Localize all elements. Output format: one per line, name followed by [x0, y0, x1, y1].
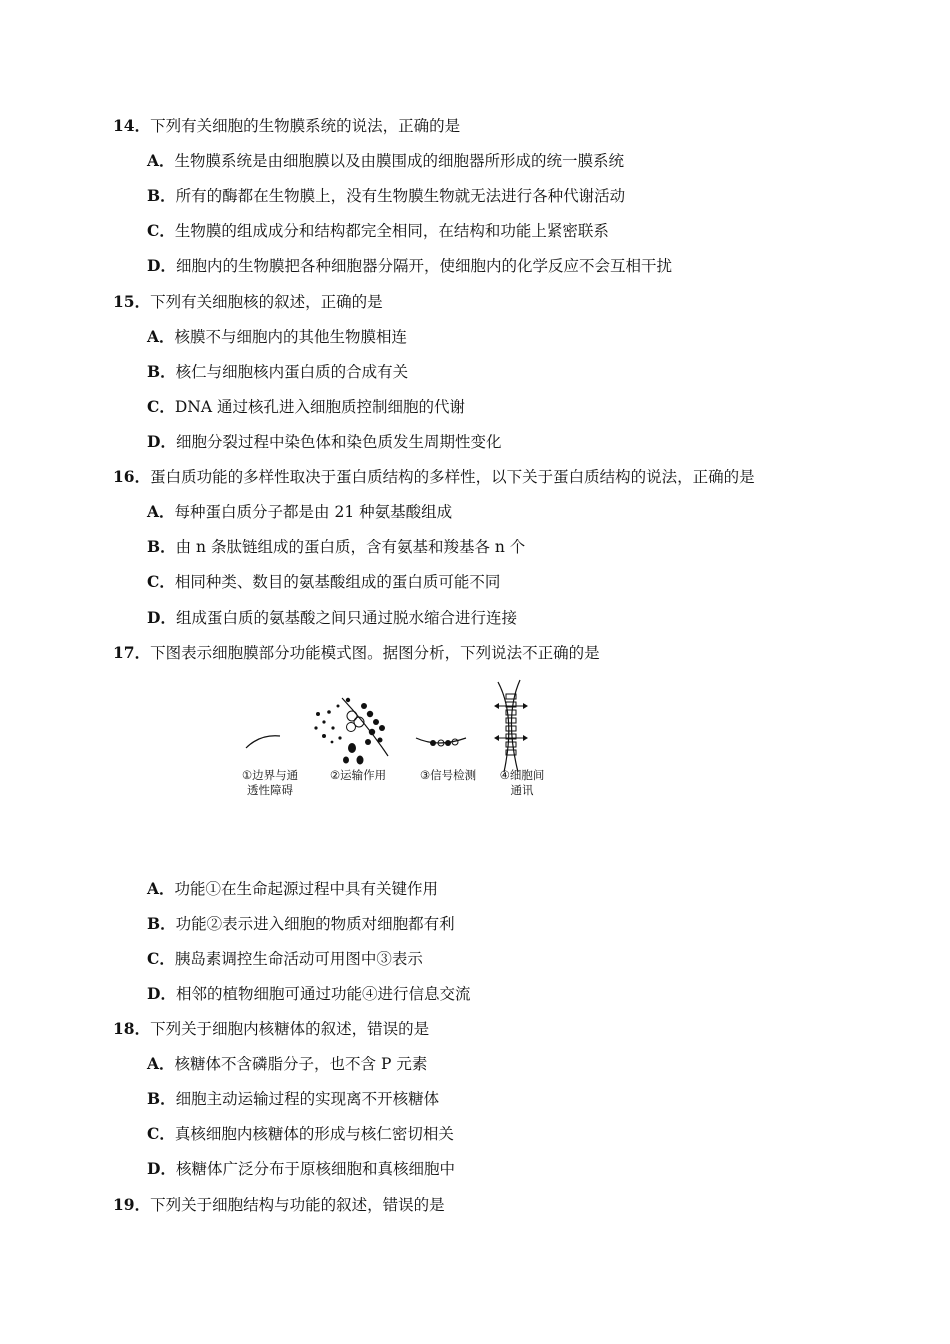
question-number: 17． [113, 643, 151, 662]
q15-option-d [147, 432, 501, 452]
option-letter: B． [147, 186, 176, 205]
q18-option-b [147, 1089, 439, 1109]
q14-option-a [147, 151, 624, 171]
option-letter: B． [147, 914, 176, 933]
question-number: 19． [113, 1195, 151, 1214]
option-letter: A． [147, 327, 175, 346]
option-text: 核膜不与细胞内的其他生物膜相连 [174, 328, 408, 346]
option-text: 细胞主动运输过程的实现离不开核糖体 [175, 1090, 440, 1108]
option-letter: A． [147, 879, 175, 898]
question-stem: 下图表示细胞膜部分功能模式图。据图分析，下列说法不正确的是 [150, 644, 600, 662]
q17-option-c [147, 949, 423, 969]
option-text: 真核细胞内核糖体的形成与核仁密切相关 [174, 1125, 454, 1143]
q16-option-a [147, 502, 452, 522]
caption-line: ①边界与通 [241, 768, 299, 782]
figure-caption-4 [490, 768, 554, 798]
q16-option-b [147, 537, 525, 557]
option-letter: D． [147, 432, 176, 451]
option-letter: C． [147, 221, 175, 240]
option-letter: C． [147, 949, 175, 968]
option-letter: D． [147, 608, 176, 627]
question-number: 15． [113, 292, 151, 311]
q17-option-a [147, 879, 438, 899]
option-letter: D． [147, 256, 176, 275]
q16-option-d [147, 608, 517, 628]
q14-option-b [147, 186, 625, 206]
option-text: 细胞内的生物膜把各种细胞器分隔开，使细胞内的化学反应不会互相干扰 [175, 257, 672, 275]
q14-option-c [147, 221, 609, 241]
option-letter: C． [147, 572, 175, 591]
option-text: 功能②表示进入细胞的物质对细胞都有利 [175, 915, 455, 933]
q15-option-b [147, 362, 408, 382]
question-number: 18． [113, 1019, 151, 1038]
option-text: DNA 通过核孔进入细胞质控制细胞的代谢 [174, 398, 465, 416]
option-letter: A． [147, 151, 175, 170]
option-text: 核仁与细胞核内蛋白质的合成有关 [175, 363, 409, 381]
boundary-membrane-icon [246, 736, 280, 748]
option-text: 细胞分裂过程中染色体和染色质发生周期性变化 [175, 433, 502, 451]
q17-option-d [147, 984, 470, 1004]
caption-line: 通讯 [510, 783, 534, 797]
question-15 [113, 292, 383, 312]
option-letter: D． [147, 984, 176, 1003]
option-text: 相邻的植物细胞可通过功能④进行信息交流 [175, 985, 471, 1003]
question-number: 16． [113, 467, 151, 486]
option-text: 生物膜的组成成分和结构都完全相同，在结构和功能上紧密联系 [174, 222, 609, 240]
question-stem: 下列有关细胞的生物膜系统的说法，正确的是 [150, 117, 461, 135]
option-text: 核糖体不含磷脂分子，也不含 P 元素 [174, 1055, 428, 1073]
q18-option-d [147, 1159, 455, 1179]
q18-option-a [147, 1054, 427, 1074]
question-14 [113, 116, 460, 136]
q14-option-d [147, 256, 672, 276]
cell-communication-icon [494, 680, 528, 772]
option-text: 核糖体广泛分布于原核细胞和真核细胞中 [175, 1160, 455, 1178]
q17-option-b [147, 914, 455, 934]
question-stem: 下列关于细胞结构与功能的叙述，错误的是 [150, 1196, 445, 1214]
option-text: 胰岛素调控生命活动可用图中③表示 [174, 950, 423, 968]
caption-line: 透性障碍 [247, 783, 293, 797]
option-letter: B． [147, 1089, 176, 1108]
q16-option-c [147, 572, 500, 592]
option-letter: D． [147, 1159, 176, 1178]
question-stem: 下列有关细胞核的叙述，正确的是 [150, 293, 383, 311]
membrane-function-figure [228, 676, 568, 806]
q15-option-a [147, 327, 407, 347]
caption-line: ③信号检测 [419, 768, 477, 782]
option-text: 生物膜系统是由细胞膜以及由膜围成的细胞器所形成的统一膜系统 [174, 152, 625, 170]
caption-line: ④细胞间 [499, 768, 545, 782]
option-text: 相同种类、数目的氨基酸组成的蛋白质可能不同 [174, 573, 501, 591]
option-letter: B． [147, 537, 176, 556]
question-18 [113, 1019, 429, 1039]
figure-caption-2 [318, 768, 398, 783]
option-text: 每种蛋白质分子都是由 21 种氨基酸组成 [174, 503, 453, 521]
q18-option-c [147, 1124, 454, 1144]
question-number: 14． [113, 116, 151, 135]
option-letter: C． [147, 397, 175, 416]
figure-caption-3 [408, 768, 488, 783]
figure-caption-1 [230, 768, 310, 798]
question-stem: 蛋白质功能的多样性取决于蛋白质结构的多样性，以下关于蛋白质结构的说法，正确的是 [150, 468, 755, 486]
option-letter: B． [147, 362, 176, 381]
option-letter: A． [147, 502, 175, 521]
option-text: 所有的酶都在生物膜上，没有生物膜生物就无法进行各种代谢活动 [175, 187, 626, 205]
option-text: 功能①在生命起源过程中具有关键作用 [174, 880, 439, 898]
option-letter: C． [147, 1124, 175, 1143]
question-stem: 下列关于细胞内核糖体的叙述，错误的是 [150, 1020, 430, 1038]
membrane-diagram [228, 676, 568, 776]
question-19 [113, 1195, 445, 1215]
q15-option-c [147, 397, 465, 417]
option-text: 组成蛋白质的氨基酸之间只通过脱水缩合进行连接 [175, 609, 517, 627]
caption-line: ②运输作用 [329, 768, 387, 782]
question-16 [113, 467, 755, 487]
signal-detection-icon [416, 738, 466, 746]
question-17 [113, 643, 600, 663]
option-text: 由 n 条肽链组成的蛋白质，含有氨基和羧基各 n 个 [175, 538, 526, 556]
option-letter: A． [147, 1054, 175, 1073]
transport-icon [314, 698, 388, 765]
